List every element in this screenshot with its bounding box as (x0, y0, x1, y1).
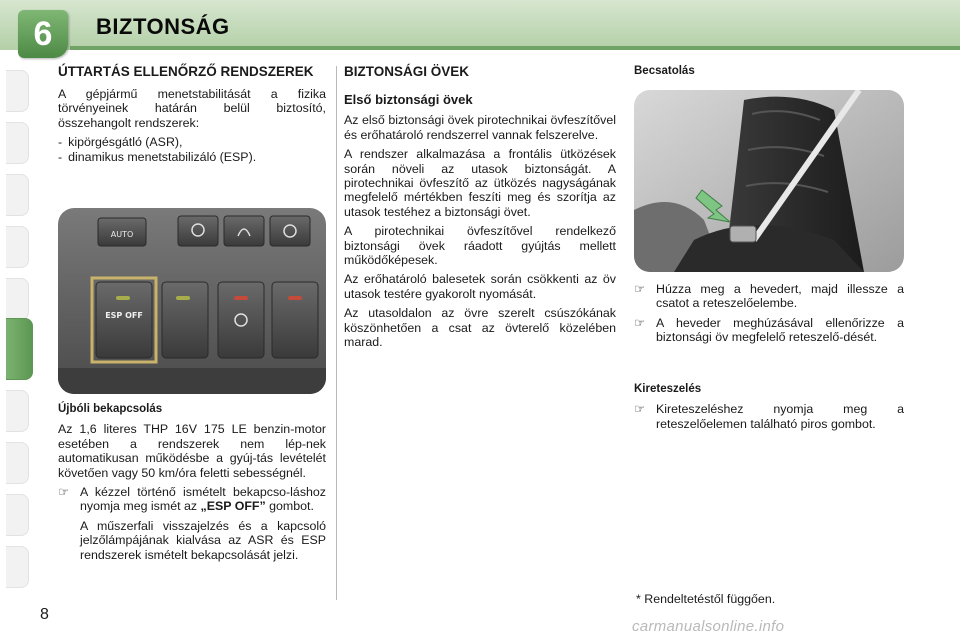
list-item: ☞ Húzza meg a hevedert, majd illessze a csatot a reteszelőelembe. (634, 282, 904, 311)
auto-button-label: AUTO (110, 230, 134, 239)
chapter-tab[interactable] (6, 494, 29, 536)
right-column-middle (634, 282, 904, 350)
list-item: - dinamikus menetstabilizáló (ESP). (58, 149, 257, 164)
release-heading: Kireteszelés (634, 383, 702, 395)
right-column-bottom (634, 382, 904, 436)
list-item: ☞ A kézzel történő ismételt bekapcso-láshoz nyomja meg ismét az „ESP OFF” gombot. (58, 485, 326, 514)
chapter-tab[interactable] (6, 278, 29, 320)
esp-switch-photo (58, 208, 326, 394)
list-item: - kipörgésgátló (ASR), (58, 135, 183, 150)
fasten-heading: Becsatolás (634, 65, 695, 77)
right-column-top (634, 64, 904, 84)
page-number: 8 (40, 606, 49, 623)
front-seatbelts-subheading: Első biztonsági övek (344, 92, 473, 107)
left-column-lower (58, 402, 326, 567)
hand-pointer-icon: ☞ (58, 485, 70, 500)
list-item: ☞ Kireteszeléshez nyomja meg a reteszelőelemen található piros gombot. (634, 402, 904, 431)
chapter-tab[interactable] (6, 122, 29, 164)
restart-text: Az 1,6 literes THP 16V 175 LE benzin-motor esetében a rendszerek nem lép-nek automatikusan működésbe a gyúj-tás levételét követően vagy 50 km/óra feletti sebességnél. (58, 422, 326, 480)
header-underline (70, 46, 960, 50)
section-heading-stability: ÚTTARTÁS ELLENŐRZŐ RENDSZEREK (58, 64, 314, 79)
esp-off-button-label: ESP OFF (105, 311, 143, 320)
hand-pointer-icon: ☞ (634, 315, 646, 330)
footnote: * Rendeltetéstől függően. (636, 592, 776, 606)
chapter-number-badge: 6 (18, 10, 68, 58)
restart-heading: Újbóli bekapcsolás (58, 403, 163, 415)
paragraph: Az erőhatároló balesetek során csökkenti az öv utasok testére gyakorolt nyomását. (344, 272, 616, 301)
paragraph: Az utasoldalon az övre szerelt csúszókának köszönhetően a csat az övterelő közelében marad. (344, 306, 616, 350)
intro-text: A gépjármű menetstabilitását a fizika törvényeinek határán belül biztosító, összehangolt rendszerek: (58, 87, 326, 130)
left-column (58, 64, 326, 164)
paragraph: A pirotechnikai övfeszítővel rendelkező biztonsági övek ráadott gyújtás mellett működőképesek. (344, 224, 616, 268)
esp-off-label: „ESP OFF” (200, 499, 266, 514)
paragraph: Az első biztonsági övek pirotechnikai övfeszítővel és erőhatároló rendszerrel vannak felszerelve. (344, 113, 616, 142)
watermark: carmanualsonline.info (632, 618, 785, 635)
hand-pointer-icon: ☞ (634, 402, 646, 417)
chapter-tab[interactable] (6, 70, 29, 112)
chapter-tab[interactable] (6, 174, 29, 216)
chapter-tab[interactable] (6, 442, 29, 484)
hand-pointer-icon: ☞ (634, 282, 646, 296)
chapter-tab[interactable] (6, 390, 29, 432)
chapter-tab[interactable] (6, 226, 29, 268)
seatbelts-heading: BIZTONSÁGI ÖVEK (344, 64, 470, 79)
page-title: BIZTONSÁG (96, 14, 230, 39)
follow-text: A műszerfali visszajelzés és a kapcsoló jelzőlámpájának kialvása az ASR és ESP rendszerek ismételt bekapcsolását jelzi. (80, 518, 326, 562)
seatbelt-buckle-photo (634, 90, 904, 272)
paragraph: A rendszer alkalmazása a frontális ütközések során növeli az utasok biztonságát. A pirotechnikai övfeszítő az ütközés nagyságának megfelelő mértékben feszíti meg és szorítja az utasok testéhez a biztonsági övet. (344, 147, 616, 219)
column-divider (336, 66, 337, 600)
middle-column (344, 64, 616, 355)
chapter-tab-active[interactable] (6, 318, 33, 380)
chapter-tab[interactable] (6, 546, 29, 588)
list-item: ☞ A heveder meghúzásával ellenőrizze a biztonsági öv megfelelő reteszelő-dését. (634, 315, 904, 345)
